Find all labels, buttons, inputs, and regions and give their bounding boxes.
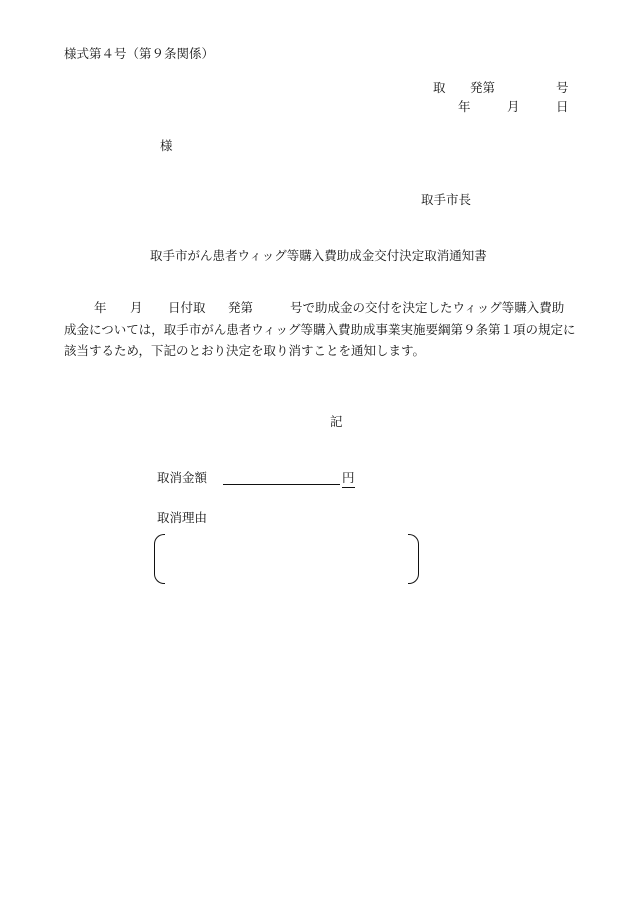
body-line-2: 成金については，取手市がん患者ウィッグ等購入費助成事業実施要綱第９条第１項の規定に: [64, 322, 576, 337]
reason-label: 取消理由: [157, 510, 208, 525]
document-title: 取手市がん患者ウィッグ等購入費助成金交付決定取消通知書: [150, 248, 487, 263]
form-number-label: 様式第４号（第９条関係）: [64, 46, 215, 61]
body-hatsu: 発第: [228, 300, 254, 315]
date-month: 月: [507, 99, 520, 114]
issuer-name: 取手市長: [421, 192, 472, 207]
body-year: 年: [94, 300, 107, 315]
amount-unit: 円: [342, 472, 355, 488]
ki-heading: 記: [330, 414, 343, 429]
doc-number-prefix: 取: [433, 80, 446, 95]
doc-number-mid: 発第: [470, 80, 496, 95]
reason-bracket-right: [408, 534, 419, 584]
date-day: 日: [556, 99, 569, 114]
amount-blank-line: [223, 484, 340, 485]
reason-bracket-left: [154, 534, 165, 584]
body-month: 月: [130, 300, 143, 315]
body-line1-rest: 号で助成金の交付を決定したウィッグ等購入費助: [290, 300, 565, 315]
body-line-3: 該当するため，下記のとおり決定を取り消すことを通知します。: [64, 343, 426, 358]
doc-number-suffix: 号: [556, 80, 569, 95]
date-year: 年: [458, 99, 471, 114]
addressee-honorific: 様: [160, 138, 173, 153]
body-dated: 日付取: [168, 300, 206, 315]
amount-label: 取消金額: [157, 470, 208, 485]
